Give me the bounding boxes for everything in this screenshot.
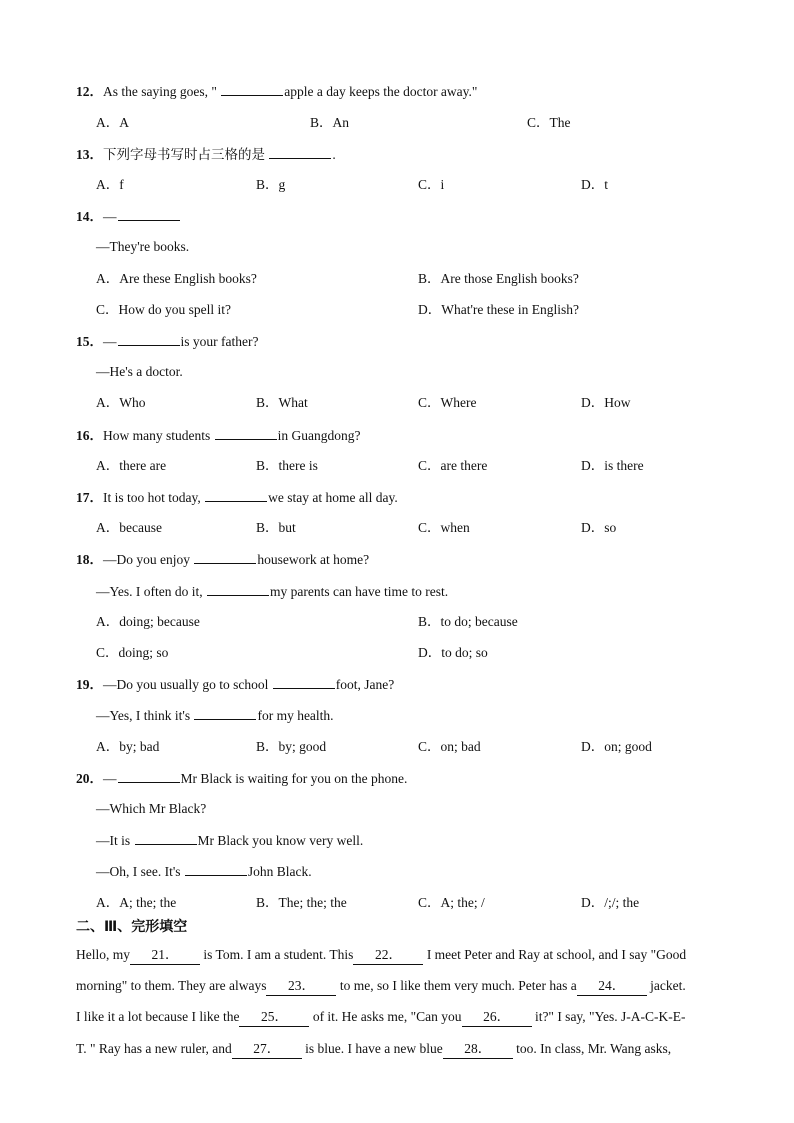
section-heading: 二、Ⅲ、完形填空 — [76, 919, 188, 935]
dialogue-reply: —He's a doctor. — [96, 364, 183, 379]
option-d[interactable]: D．so — [581, 520, 617, 535]
question-stem: in Guangdong? — [277, 428, 361, 443]
reply-text: —Yes, I think it's — [96, 708, 194, 723]
option-d[interactable]: D．is there — [581, 458, 644, 473]
cloze-blank-21[interactable]: 21． — [130, 946, 200, 965]
option-b[interactable]: B．Are those English books? — [418, 271, 579, 286]
question-stem: is your father? — [180, 334, 259, 349]
option-c[interactable]: C．The — [527, 115, 571, 130]
dialogue-reply — [96, 831, 363, 850]
reply-text: Mr Black you know very well. — [197, 833, 364, 848]
option-d[interactable]: D．on; good — [581, 739, 652, 754]
question-number: 20． — [76, 771, 103, 786]
answer-blank[interactable] — [221, 82, 283, 96]
option-a[interactable]: A．because — [96, 520, 162, 535]
question-stem: apple a day keeps the doctor away." — [284, 84, 478, 99]
option-c[interactable]: C．A; the; / — [418, 895, 485, 910]
question-stem: —Do you usually go to school — [103, 677, 272, 692]
cloze-text: is Tom. I am a student. This — [203, 947, 354, 962]
question-stem: we stay at home all day. — [268, 490, 398, 505]
cloze-text: I like it a lot because I like the — [76, 1009, 240, 1024]
answer-blank[interactable] — [135, 831, 197, 845]
option-c[interactable]: C．How do you spell it? — [96, 302, 231, 317]
cloze-line-4 — [76, 1040, 671, 1059]
question-18 — [76, 550, 369, 569]
option-d[interactable]: D．What're these in English? — [418, 302, 580, 317]
answer-blank[interactable] — [185, 862, 247, 876]
question-number: 15． — [76, 334, 103, 349]
question-stem: . — [332, 147, 336, 162]
option-a[interactable]: A．f — [96, 177, 124, 192]
option-b[interactable]: B．to do; because — [418, 614, 518, 629]
question-stem: foot, Jane? — [335, 677, 395, 692]
cloze-blank-24[interactable]: 24． — [577, 977, 647, 996]
cloze-blank-25[interactable]: 25． — [239, 1008, 309, 1027]
question-stem: — — [103, 209, 117, 224]
dialogue-reply — [96, 862, 312, 881]
cloze-blank-27[interactable]: 27． — [232, 1040, 302, 1059]
reply-text: —It is — [96, 833, 134, 848]
answer-blank[interactable] — [118, 207, 180, 221]
question-stem: 下列字母书写时占三格的是 — [103, 147, 269, 162]
question-number: 16． — [76, 428, 103, 443]
answer-blank[interactable] — [269, 145, 331, 159]
question-12 — [76, 82, 477, 101]
cloze-text: jacket. — [650, 978, 686, 993]
question-16 — [76, 426, 360, 445]
option-d[interactable]: D．/;/; the — [581, 895, 640, 910]
cloze-blank-23[interactable]: 23． — [266, 977, 336, 996]
cloze-text: too. In class, Mr. Wang asks, — [516, 1041, 672, 1056]
answer-blank[interactable] — [118, 769, 180, 783]
option-a[interactable]: A．by; bad — [96, 739, 160, 754]
question-stem: — — [103, 334, 117, 349]
reply-text: my parents can have time to rest. — [270, 584, 449, 599]
cloze-line-3 — [76, 1008, 685, 1027]
question-number: 17． — [76, 490, 103, 505]
question-13 — [76, 145, 336, 164]
option-c[interactable]: C．i — [418, 177, 445, 192]
option-d[interactable]: D．t — [581, 177, 608, 192]
question-15 — [76, 332, 258, 351]
answer-blank[interactable] — [207, 582, 269, 596]
option-b[interactable]: B．An — [310, 115, 350, 130]
option-b[interactable]: B．The; the; the — [256, 895, 347, 910]
question-number: 18． — [76, 552, 103, 567]
option-a[interactable]: A．Are these English books? — [96, 271, 257, 286]
question-number: 13． — [76, 147, 103, 162]
option-b[interactable]: B．there is — [256, 458, 318, 473]
question-17 — [76, 488, 398, 507]
question-number: 14． — [76, 209, 103, 224]
option-a[interactable]: A．A — [96, 115, 129, 130]
dialogue-reply: —They're books. — [96, 239, 190, 254]
cloze-text: is blue. I have a new blue — [305, 1041, 443, 1056]
cloze-text: it?" I say, "Yes. J-A-C-K-E- — [534, 1009, 686, 1024]
option-a[interactable]: A．doing; because — [96, 614, 200, 629]
reply-text: John Black. — [247, 864, 312, 879]
option-c[interactable]: C．when — [418, 520, 470, 535]
cloze-blank-26[interactable]: 26． — [462, 1008, 532, 1027]
option-c[interactable]: C．on; bad — [418, 739, 481, 754]
option-c[interactable]: C．doing; so — [96, 645, 169, 660]
question-number: 19． — [76, 677, 103, 692]
question-stem: housework at home? — [257, 552, 370, 567]
reply-text: —Yes. I often do it, — [96, 584, 207, 599]
dialogue-reply: —Which Mr Black? — [96, 801, 207, 816]
cloze-text: Hello, my — [76, 947, 130, 962]
cloze-text: of it. He asks me, "Can you — [312, 1009, 462, 1024]
option-d[interactable]: D．to do; so — [418, 645, 488, 660]
cloze-text: I meet Peter and Ray at school, and I say "Good — [426, 947, 687, 962]
cloze-blank-28[interactable]: 28． — [443, 1040, 513, 1059]
answer-blank[interactable] — [118, 332, 180, 346]
dialogue-reply — [96, 706, 334, 725]
question-stem: As the saying goes, " — [103, 84, 221, 99]
option-b[interactable]: B．What — [256, 395, 308, 410]
reply-text: —Oh, I see. It's — [96, 864, 184, 879]
question-number: 12． — [76, 84, 103, 99]
cloze-line-2 — [76, 977, 686, 996]
question-stem: — — [103, 771, 117, 786]
option-c[interactable]: C．Where — [418, 395, 477, 410]
cloze-text: to me, so I like them very much. Peter has a — [339, 978, 577, 993]
option-b[interactable]: B．g — [256, 177, 286, 192]
answer-blank[interactable] — [273, 675, 335, 689]
cloze-text: T. " Ray has a new ruler, and — [76, 1041, 232, 1056]
cloze-blank-22[interactable]: 22． — [353, 946, 423, 965]
option-a[interactable]: A．there are — [96, 458, 167, 473]
option-a[interactable]: A．Who — [96, 395, 146, 410]
reply-text: for my health. — [257, 708, 334, 723]
question-stem: It is too hot today, — [103, 490, 205, 505]
question-19 — [76, 675, 394, 694]
answer-blank[interactable] — [194, 706, 256, 720]
question-14 — [76, 207, 181, 226]
question-stem: —Do you enjoy — [103, 552, 194, 567]
answer-blank[interactable] — [194, 550, 256, 564]
option-c[interactable]: C．are there — [418, 458, 488, 473]
option-a[interactable]: A．A; the; the — [96, 895, 177, 910]
option-b[interactable]: B．but — [256, 520, 296, 535]
option-d[interactable]: D．How — [581, 395, 631, 410]
cloze-line-1 — [76, 946, 686, 965]
dialogue-reply — [96, 582, 448, 601]
question-stem: Mr Black is waiting for you on the phone. — [180, 771, 408, 786]
answer-blank[interactable] — [215, 426, 277, 440]
option-b[interactable]: B．by; good — [256, 739, 327, 754]
cloze-text: morning" to them. They are always — [76, 978, 267, 993]
question-stem: How many students — [103, 428, 214, 443]
question-20 — [76, 769, 407, 788]
answer-blank[interactable] — [205, 488, 267, 502]
